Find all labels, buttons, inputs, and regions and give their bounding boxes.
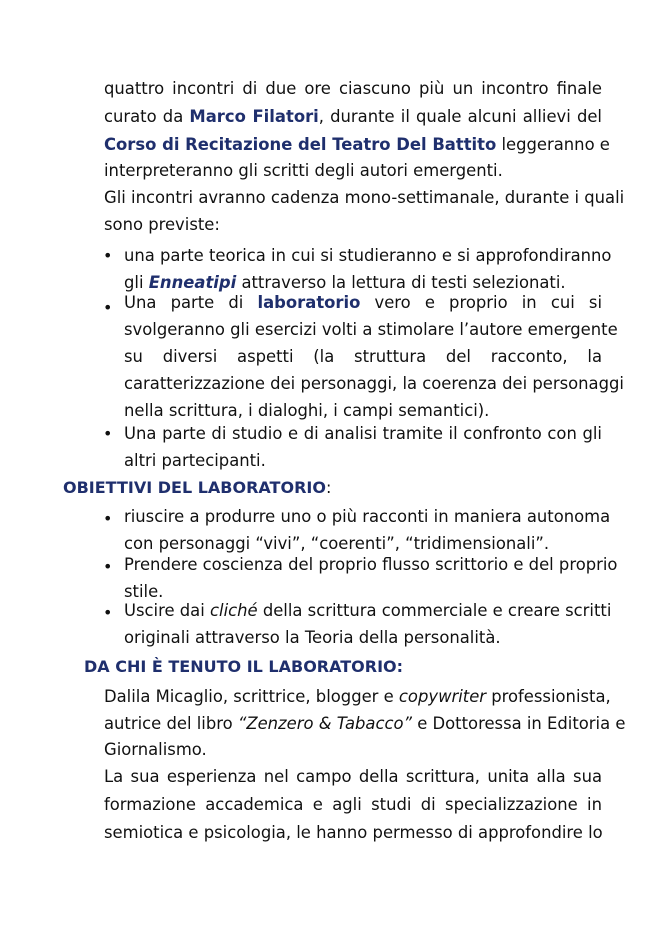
paragraph-line (104, 134, 610, 156)
text-span: quattro incontri di due ore ciascuno più un incontro finale (104, 79, 602, 98)
author-name-highlight: Marco Filatori (189, 107, 319, 126)
text-span: sono previste: (104, 215, 220, 234)
paragraph-line (104, 106, 602, 128)
text-span: Una parte di (124, 293, 258, 312)
list-item-line (124, 319, 618, 341)
bullet-icon: • (103, 246, 113, 265)
paragraph-line (104, 160, 602, 182)
section-heading-objectives (63, 477, 331, 499)
text-span: riuscire a produrre uno o più racconti in maniera autonoma (124, 507, 611, 526)
text-span: e Dottoressa in Editoria e (412, 714, 626, 733)
text-span: La sua esperienza nel campo della scrittura, unita alla sua (104, 767, 602, 786)
list-item-line (124, 272, 602, 294)
text-span: professionista, (486, 687, 611, 706)
emphasis-laboratorio: laboratorio (257, 293, 361, 312)
list-item-line (124, 554, 618, 576)
paragraph-line (104, 766, 602, 788)
heading-colon: : (325, 478, 332, 497)
text-span: Giornalismo. (104, 740, 207, 759)
emphasis-enneatipi: Enneatipi (148, 273, 237, 292)
paragraph-line (104, 822, 602, 844)
emphasis-copywriter: copywriter (398, 687, 487, 706)
list-item-line (124, 533, 602, 555)
paragraph-line (104, 739, 602, 761)
text-span: formazione accademica e agli studi di specializzazione in (104, 795, 602, 814)
text-span: , durante il quale alcuni allievi del (318, 107, 602, 126)
text-span: una parte teorica in cui si studieranno e si approfondiranno (124, 246, 612, 265)
text-span: svolgeranno gli esercizi volti a stimolare l’autore emergente (124, 320, 618, 339)
text-span: Uscire dai (124, 601, 210, 620)
paragraph-line (104, 78, 602, 100)
paragraph-line (104, 214, 602, 236)
emphasis-cliche: cliché (210, 601, 258, 620)
text-span: nella scrittura, i dialoghi, i campi semantici). (124, 401, 490, 420)
list-item-line (124, 627, 602, 649)
list-item-line (124, 506, 611, 528)
list-item-line (124, 423, 602, 445)
text-span: vero e proprio in cui si (360, 293, 602, 312)
book-title: “Zenzero & Tabacco” (237, 714, 413, 733)
text-span: Una parte di studio e di analisi tramite il confronto con gli (124, 424, 602, 443)
text-span: leggeranno e (496, 135, 610, 154)
text-span: Dalila Micaglio, scrittrice, blogger e (104, 687, 399, 706)
text-span: Prendere coscienza del proprio flusso scrittorio e del proprio (124, 555, 618, 574)
text-span: curato da (104, 107, 190, 126)
paragraph-line (104, 187, 625, 209)
course-name-highlight: Corso di Recitazione del Teatro Del Battito (104, 135, 497, 154)
text-span: caratterizzazione dei personaggi, la coerenza dei personaggi (124, 374, 624, 393)
heading-text: OBIETTIVI DEL LABORATORIO (63, 478, 326, 497)
paragraph-line (104, 794, 602, 816)
bullet-icon: • (103, 557, 113, 576)
bullet-icon: • (103, 424, 113, 443)
text-span: semiotica e psicologia, le hanno permesso di approfondire lo (104, 823, 603, 842)
list-item-line (124, 373, 624, 395)
text-span: stile. (124, 582, 164, 601)
paragraph-line (104, 713, 626, 735)
text-span: originali attraverso la Teoria della personalità. (124, 628, 501, 647)
text-span: gli (124, 273, 149, 292)
text-span: Gli incontri avranno cadenza mono-settimanale, durante i quali (104, 188, 625, 207)
text-span: interpreteranno gli scritti degli autori emergenti. (104, 161, 503, 180)
bullet-icon: • (103, 298, 113, 317)
list-item-line (124, 600, 612, 622)
text-span: con personaggi “vivi”, “coerenti”, “tridimensionali”. (124, 534, 550, 553)
list-item-line (124, 346, 602, 368)
text-span: autrice del libro (104, 714, 238, 733)
text-span: su diversi aspetti (la struttura del racconto, la (124, 347, 602, 366)
text-span: altri partecipanti. (124, 451, 266, 470)
text-span: attraverso la lettura di testi selezionati. (236, 273, 566, 292)
section-heading-teacher (84, 656, 403, 678)
list-item-line (124, 400, 602, 422)
paragraph-line (104, 686, 611, 708)
heading-text: DA CHI È TENUTO IL LABORATORIO: (84, 657, 404, 676)
list-item-line (124, 245, 612, 267)
list-item-line (124, 292, 602, 314)
bullet-icon: • (103, 603, 113, 622)
text-span: della scrittura commerciale e creare scritti (257, 601, 612, 620)
list-item-line (124, 450, 602, 472)
bullet-icon: • (103, 509, 113, 528)
